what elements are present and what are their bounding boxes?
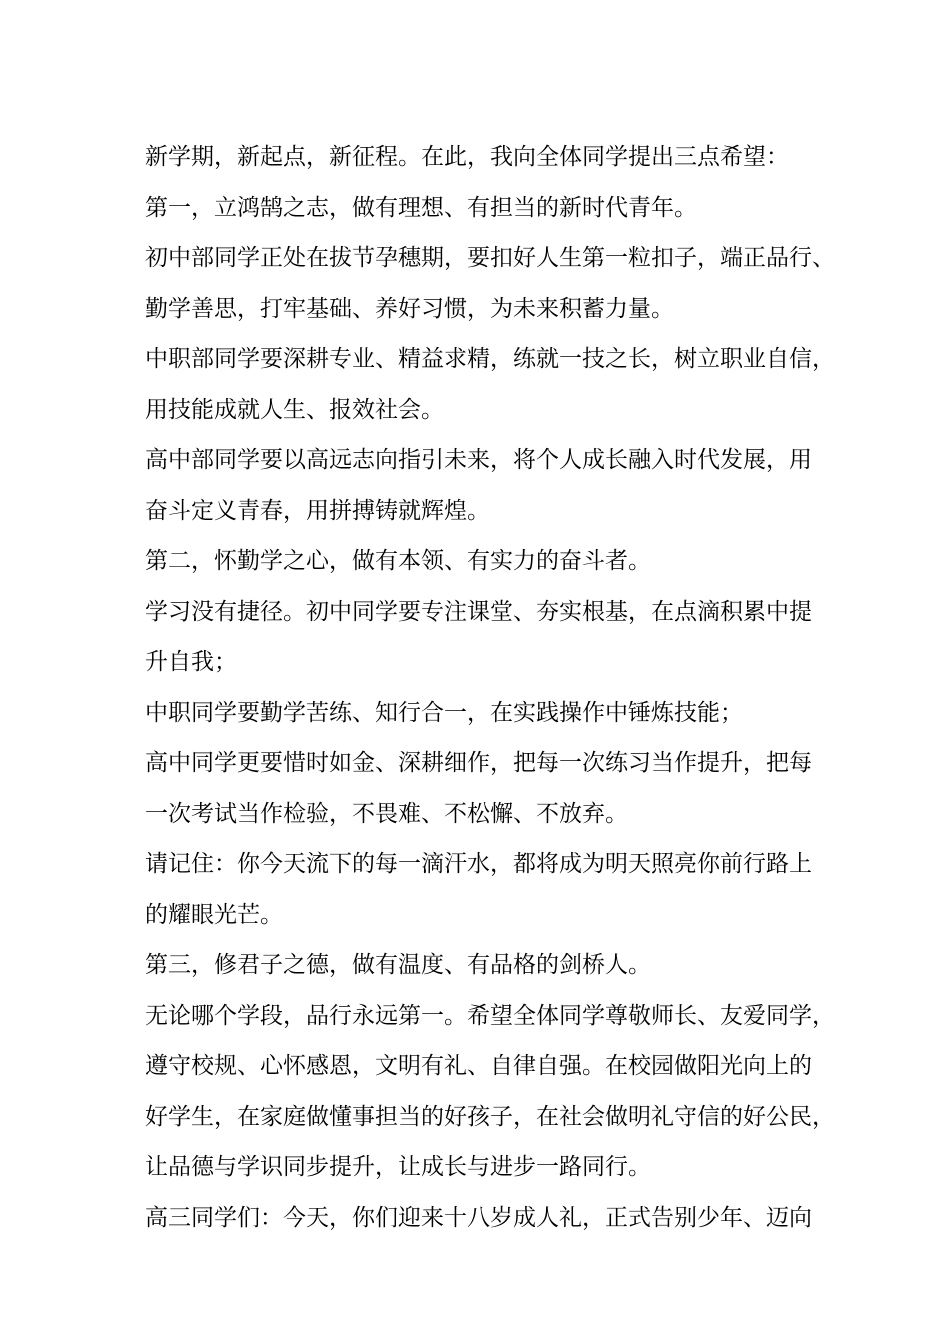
text-line: 让品德与学识同步提升，让成长与进步一路同行。	[145, 1154, 651, 1180]
text-line: 高中部同学要以高远志向指引未来，将个人成长融入时代发展，用	[145, 447, 812, 473]
text-line: 中职同学要勤学苦练、知行合一，在实践操作中锤炼技能；	[145, 699, 743, 726]
text-line: 第一，立鸿鹄之志，做有理想、有担当的新时代青年。	[145, 194, 697, 221]
text-line: 用技能成就人生、报效社会。	[145, 396, 444, 423]
text-line: 请记住：你今天流下的每一滴汗水，都将成为明天照亮你前行路上	[145, 851, 812, 877]
text-line: 新学期，新起点，新征程。在此，我向全体同学提出三点希望：	[145, 144, 789, 170]
text-line: 学习没有捷径。初中同学要专注课堂、夯实根基，在点滴积累中提	[145, 598, 812, 625]
text-line: 无论哪个学段，品行永远第一。希望全体同学尊敬师长、友爱同学，	[145, 1002, 835, 1029]
text-line: 高中同学更要惜时如金、深耕细作，把每一次练习当作提升，把每	[145, 750, 812, 776]
text-line: 遵守校规、心怀感恩，文明有礼、自律自强。在校园做阳光向上的	[145, 1053, 812, 1079]
text-line: 勤学善思，打牢基础、养好习惯，为未来积蓄力量。	[145, 295, 674, 322]
text-line: 的耀眼光芒。	[145, 901, 283, 928]
text-line: 第二，怀勤学之心，做有本领、有实力的奋斗者。	[145, 548, 651, 574]
text-line: 中职部同学要深耕专业、精益求精，练就一技之长，树立职业自信，	[145, 346, 835, 372]
document-body	[145, 132, 835, 1243]
text-line: 奋斗定义青春，用拼搏铸就辉煌。	[145, 497, 490, 524]
text-line: 初中部同学正处在拔节孕穗期，要扣好人生第一粒扣子，端正品行、	[145, 245, 835, 271]
text-line: 高三同学们：今天，你们迎来十八岁成人礼，正式告别少年、迈向	[145, 1204, 812, 1231]
text-line: 好学生，在家庭做懂事担当的好孩子，在社会做明礼守信的好公民，	[145, 1103, 835, 1130]
text-line: 升自我；	[145, 649, 237, 675]
text-line: 第三，修君子之德，做有温度、有品格的剑桥人。	[145, 952, 651, 978]
text-line: 一次考试当作检验，不畏难、不松懈、不放弃。	[145, 800, 628, 827]
